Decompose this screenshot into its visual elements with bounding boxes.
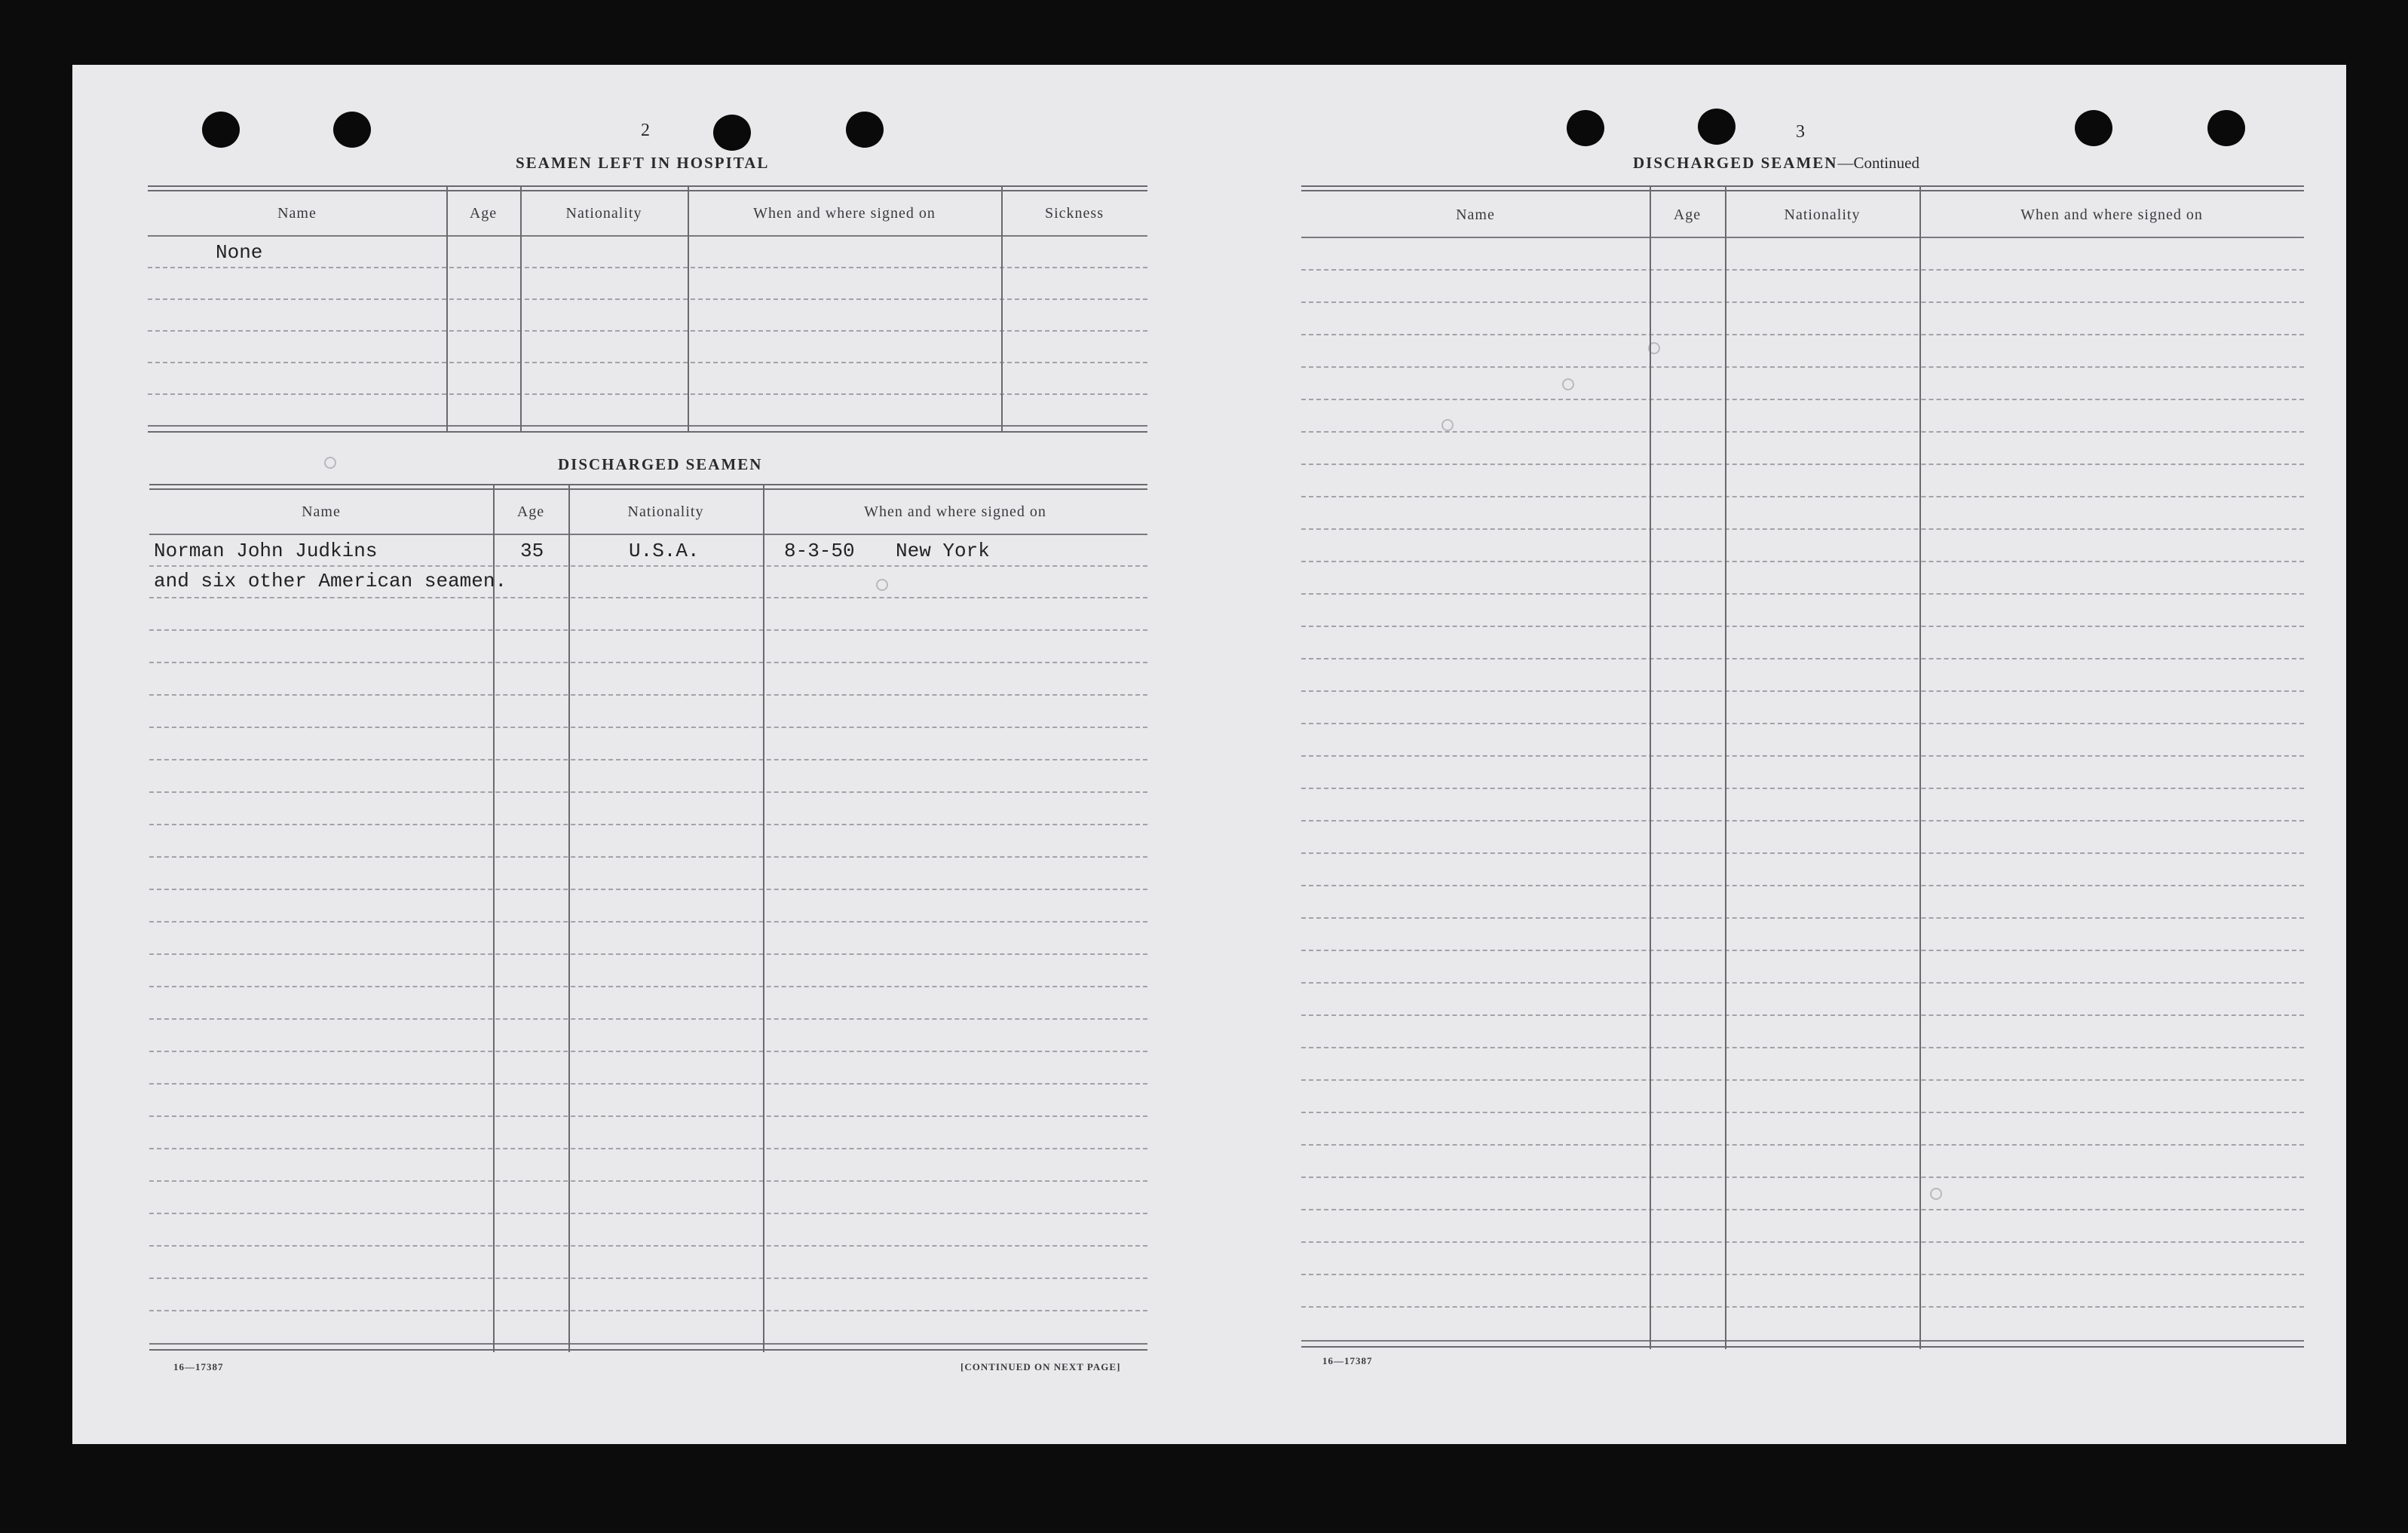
- column-header-name: Name: [302, 503, 341, 520]
- seaman-signed-place: New York: [896, 540, 990, 562]
- hospital-section-title: SEAMEN LEFT IN HOSPITAL: [516, 154, 770, 172]
- punch-hole: [1698, 109, 1736, 145]
- section-title-suffix: —Continued: [1837, 154, 1919, 172]
- seaman-nationality: U.S.A.: [629, 540, 700, 562]
- column-header-nationality: Nationality: [1784, 207, 1861, 223]
- column-header-age: Age: [469, 205, 498, 222]
- punch-hole: [2075, 110, 2112, 146]
- form-number-right: 16—17387: [1322, 1355, 1373, 1366]
- punch-hole: [713, 115, 751, 151]
- punch-hole: [846, 112, 884, 148]
- punch-hole: [202, 112, 240, 148]
- discharged-continued-title: [1633, 154, 1919, 173]
- section-title-text: DISCHARGED SEAMEN: [1633, 154, 1838, 172]
- hospital-row-name: None: [216, 241, 263, 264]
- seaman-age: 35: [520, 540, 544, 562]
- seaman-name: Norman John Judkins: [154, 540, 378, 562]
- punch-hole: [1567, 110, 1604, 146]
- column-header-sickness: Sickness: [1045, 205, 1104, 222]
- continued-note: [CONTINUED ON NEXT PAGE]: [960, 1361, 1121, 1372]
- column-header-name: Name: [277, 205, 317, 222]
- discharged-table: [149, 484, 1147, 1352]
- punch-hole: [333, 112, 371, 148]
- form-number-left: 16—17387: [173, 1361, 224, 1372]
- column-header-signed-on: When and where signed on: [864, 503, 1046, 520]
- column-header-nationality: Nationality: [627, 503, 704, 520]
- column-header-name: Name: [1456, 207, 1495, 223]
- page-number-right: 3: [1796, 122, 1806, 142]
- hospital-table: [148, 185, 1147, 433]
- page-number-left: 2: [641, 121, 651, 140]
- punch-hole: [2207, 110, 2245, 146]
- column-header-nationality: Nationality: [565, 205, 642, 222]
- discharged-continued-table: [1301, 185, 2304, 1349]
- column-header-age: Age: [516, 503, 545, 520]
- scan-speck: [324, 457, 336, 469]
- seaman-signed-date: 8-3-50: [784, 540, 855, 562]
- discharged-section-title: DISCHARGED SEAMEN: [558, 455, 763, 473]
- seaman-name-continued: and six other American seamen.: [154, 570, 507, 592]
- column-header-age: Age: [1673, 207, 1702, 223]
- document-sheet: [72, 65, 2346, 1444]
- column-header-signed-on: When and where signed on: [2020, 207, 2203, 223]
- column-header-signed-on: When and where signed on: [753, 205, 936, 222]
